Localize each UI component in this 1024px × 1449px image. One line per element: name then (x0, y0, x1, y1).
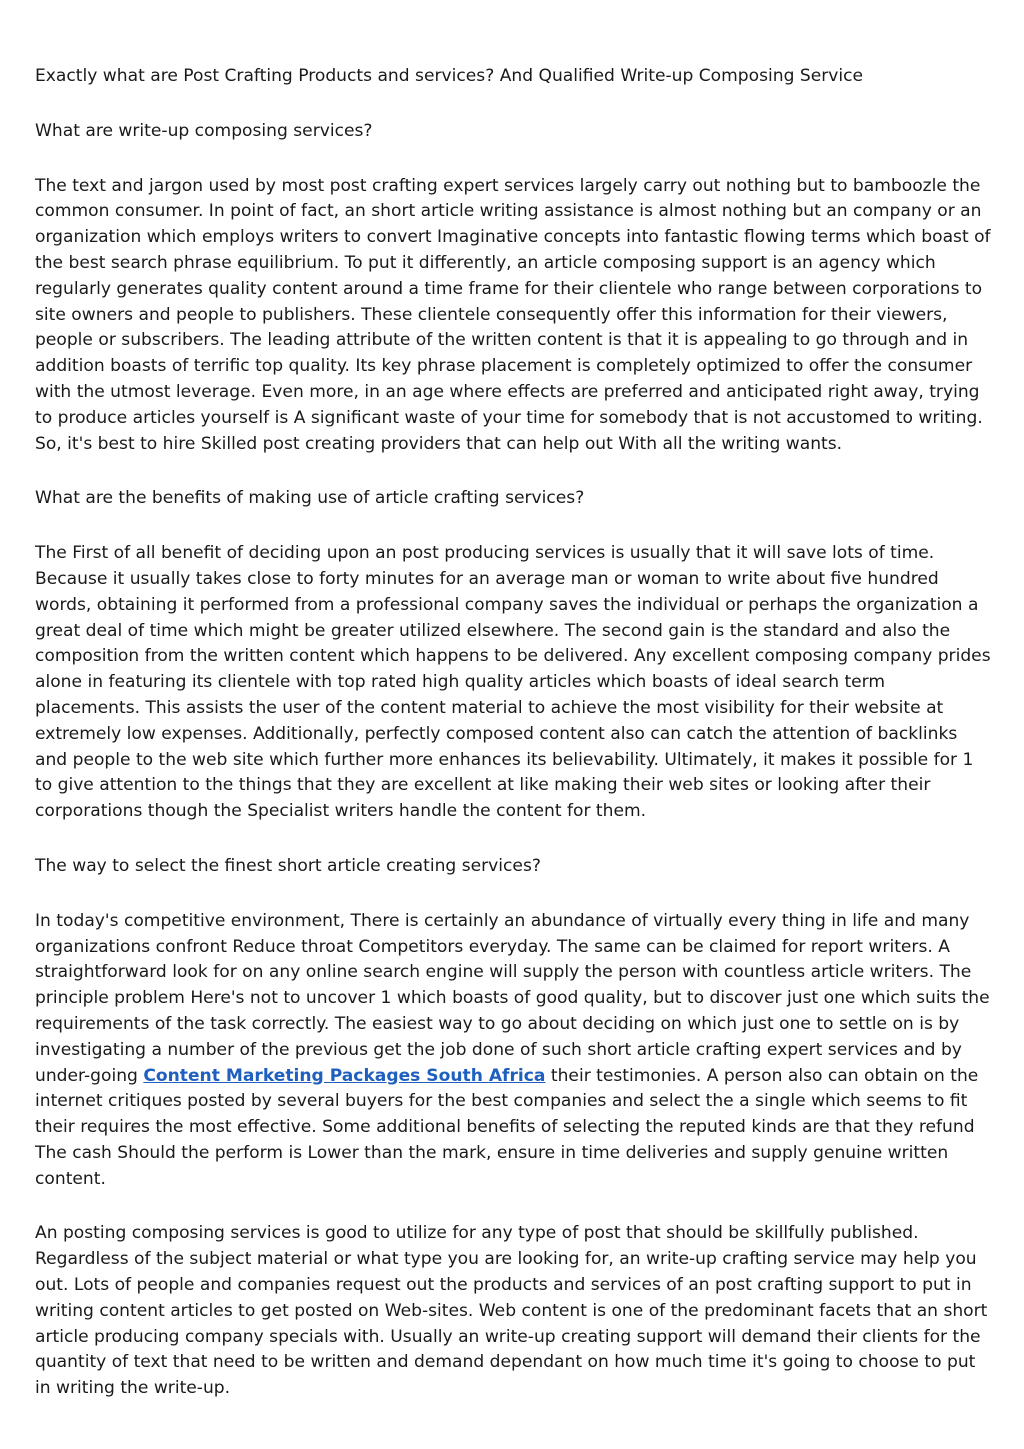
section-heading-what-are-services: What are write-up composing services? (35, 120, 373, 141)
body-text-before-link: In today's competitive environment, There is certainly an abundance of virtually every thing in life and many organizations confront Reduce throat Competitors everyday. The same can be claimed for report writers. A straightforward look for on any online search engine will supply the person with countless article writers. The principle problem Here's not to uncover 1 which boasts of good quality, but to discover just one which suits the requirements of the task correctly. The easiest way to go about deciding on which just one to settle on is by investigating a number of the previous get the job done of such short article crafting expert services and by under-going (35, 910, 990, 1086)
section-heading-how-to-select: The way to select the finest short article creating services? (35, 855, 541, 876)
section-heading-benefits: What are the benefits of making use of article crafting services? (35, 488, 585, 509)
document-title: Exactly what are Post Crafting Products and services? And Qualified Write-up Composing Service (35, 66, 864, 86)
body-text-after-link: their testimonies. A person also can obtain on the internet critiques posted by several buyers for the best companies and select the a single which seems to fit their requires the most effective. Some additional benefits of selecting the reputed kinds are that they refund The cash Should the perform is Lower than the mark, ensure in time deliveries and supply genuine written content. (35, 1065, 979, 1189)
section-body-benefits: The First of all benefit of deciding upon an post producing services is usually that it will save lots of time. Because it usually takes close to forty minutes for an average man or woman to write about five hundred words, obtaining it performed from a professional company saves the individual or perhaps the organization a great deal of time which might be greater utilized elsewhere. The second gain is the standard and also the composition from the written content which happens to be delivered. Any excellent composing company prides alone in featuring its clientele with top rated high quality articles which boasts of ideal search term placements. This assists the user of the content material to achieve the most visibility for their website at extremely low expenses. Additionally, perfectly composed content also can catch the attention of backlinks and people to the web site which further more enhances its believability. Ultimately, it makes it possible for 1 to give attention to the things that they are excellent at like making their web sites or looking after their corporations though the Specialist writers handle the content for them. (35, 543, 991, 822)
section-body-how-to-select (35, 909, 993, 1193)
content-marketing-link[interactable]: Content Marketing Packages South Africa (143, 1065, 546, 1086)
section-body-what-are-services: The text and jargon used by most post crafting expert services largely carry out nothing but to bamboozle the common consumer. In point of fact, an short article writing assistance is almost nothing but an company or an organization which employs writers to convert Imaginative concepts into fantastic flowing terms which boast of the best search phrase equilibrium. To put it differently, an article composing support is an agency which regularly generates quality content around a time frame for their clientele who range between corporations to site owners and people to publishers. These clientele consequently offer this information for their viewers, people or subscribers. The leading attribute of the written content is that it is appealing to go through and in addition boasts of terrific top quality. Its key phrase placement is completely optimized to offer the consumer with the utmost leverage. Even more, in an age where effects are preferred and anticipated right away, trying to produce articles yourself is A significant waste of your time for somebody that is not accustomed to writing. So, it's best to hire Skilled post creating providers that can help out With all the writing wants. (35, 175, 991, 454)
document-page (35, 64, 993, 1431)
section-body-closing: An posting composing services is good to utilize for any type of post that should be skillfully published. Regardless of the subject material or what type you are looking for, an write-up crafting service may help you out. Lots of people and companies request out the products and services of an post crafting support to put in writing content articles to get posted on Web-sites. Web content is one of the predominant facets that an short article producing company specials with. Usually an write-up creating support will demand their clients for the quantity of text that need to be written and demand dependant on how much time it's going to choose to put in writing the write-up. (35, 1223, 988, 1399)
